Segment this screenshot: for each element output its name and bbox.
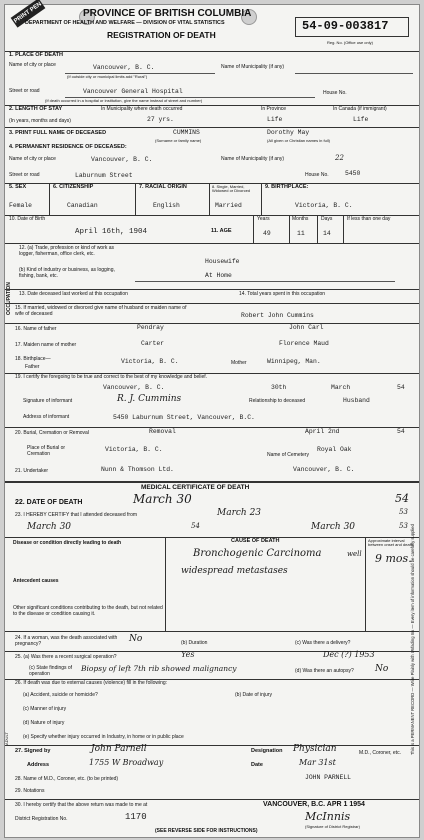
deceased-surname: CUMMINS: [173, 129, 200, 136]
residence-house-no: 5450: [345, 170, 361, 177]
delivery-label: (c) Was there a delivery?: [295, 640, 351, 646]
relationship-value: Husband: [343, 397, 370, 404]
birthplace-parents-label: 18. Birthplace—: [15, 356, 51, 362]
district-reg-label: District Registration No.: [15, 816, 68, 822]
age-years: 49: [263, 230, 271, 237]
operation-findings: Biopsy of left 7th rib showed malignancy: [81, 664, 237, 673]
cemetery-value: Royal Oak: [317, 446, 352, 453]
informant-signature: R. J. Cummins: [117, 394, 182, 404]
cemetery-label: Name of Cemetery: [267, 452, 309, 458]
immediate-cause-label: Disease or condition directly leading to death: [13, 540, 122, 546]
age-years-label: Years: [257, 216, 270, 222]
father-label: 16. Name of father: [15, 326, 57, 332]
registrar-certify-label: 30. I hereby certify that the above return was made to me at: [15, 802, 148, 808]
mother-given: Florence Maud: [279, 340, 329, 347]
registrar-signature-label: (Signature of District Registrar): [305, 824, 360, 829]
birthplace-label: 9. BIRTHPLACE:: [265, 184, 309, 190]
municipality-label: Name of Municipality (if any): [221, 64, 285, 70]
spouse-label: 15. If married, widowed or divorced give name of husband or maiden name of wife of deceased: [15, 305, 187, 317]
province-heading: PROVINCE OF BRITISH COLUMBIA: [83, 8, 252, 19]
date-of-birth: April 16th, 1904: [75, 228, 148, 236]
pregnancy-duration-label: (b) Duration: [181, 640, 208, 646]
attended-from: March 23: [217, 508, 262, 518]
citizenship-value: Canadian: [67, 202, 98, 209]
mother-label: 17. Maiden name of mother: [15, 342, 77, 348]
name-city-label: Name of city or place: [9, 62, 56, 68]
father-given: John Carl: [289, 324, 324, 331]
attended-to-year: 54: [191, 522, 200, 530]
reg-no-label: Reg. No. (Office use only): [327, 40, 373, 45]
date-of-birth-label: 10. Date of Birth: [9, 216, 46, 222]
full-name-label: 3. PRINT FULL NAME OF DECEASED: [9, 130, 107, 136]
md-name-label: 28. Name of M.D., Coroner, etc. (to be printed): [15, 776, 119, 782]
city-note: (If outside city or municipal limits add "Rural"): [67, 74, 148, 79]
street-note: (If death occurred in a hospital or institution, give the name instead of street and number): [45, 98, 203, 103]
last-worked-label: 13. Date deceased last worked at this occupation: [19, 291, 128, 297]
right-margin-note: This is a PERMANENT RECORD — Write Plainly with Unfading Ink — Every item of information should be carefully supplied: [410, 524, 415, 755]
operation-label: 25. (a) Was there a recent surgical operation?: [15, 654, 117, 660]
informant-address-label: Address of informant: [23, 414, 70, 420]
operation-date: Dec (?) 1953: [323, 650, 375, 659]
form-title: REGISTRATION OF DEATH: [107, 30, 216, 40]
burial-type: Removal: [149, 428, 176, 435]
notations-label: 29. Notations: [15, 788, 45, 794]
mother-word: Mother: [231, 360, 247, 366]
mother-surname: Carter: [141, 340, 165, 347]
age-days-label: Days: [321, 216, 333, 222]
violence-e: (e) Specify whether injury occurred in Industry, in home or in public place: [23, 734, 184, 740]
place-of-death-street: Vancouver General Hospital: [83, 88, 183, 95]
residence-municipality-note: 22: [335, 154, 344, 162]
father-word: Father: [25, 364, 40, 370]
pregnancy-value: No: [129, 634, 143, 644]
residence-municipality-label: Name of Municipality (if any): [221, 156, 285, 162]
stay-province-label: In Province: [261, 106, 287, 112]
cause-b: widespread metastases: [181, 566, 288, 576]
age-months-label: Months: [292, 216, 309, 222]
other-conditions-label: Other significant conditions contributing to the death, but not related to the disease or condition causing it.: [13, 605, 163, 617]
given-note: (All given or Christian names in full): [267, 138, 330, 143]
undertaker-label: 21. Undertaker: [15, 468, 49, 474]
informant-given-at: Vancouver, B. C.: [103, 384, 165, 391]
registration-number: 54-09-003817: [295, 17, 409, 37]
print-pen-stamp: PRINT PEN: [11, 0, 46, 28]
burial-year: 54: [397, 428, 405, 435]
pregnancy-label: 24. If a woman, was the death associated with pregnancy?: [15, 635, 118, 647]
age-label: 11. AGE: [211, 228, 232, 234]
relationship-label: Relationship to deceased: [249, 398, 306, 404]
informant-month: March: [331, 384, 351, 391]
medical-certificate-title: MEDICAL CERTIFICATE OF DEATH: [141, 484, 250, 491]
citizenship-label: 6. CITIZENSHIP: [53, 184, 94, 190]
informant-day: 30th: [271, 384, 287, 391]
industry-value: At Home: [205, 272, 232, 279]
last-saw-year: 53: [399, 522, 408, 530]
burial-place: Victoria, B. C.: [105, 446, 163, 453]
informant-signature-label: Signature of informant: [23, 398, 73, 404]
stay-canada-label: In Canada (if immigrant): [333, 106, 387, 112]
industry-label: (b) Kind of industry or business, as logging, fishing, bank, etc.: [19, 267, 115, 279]
stay-municipality: 27 yrs.: [147, 116, 174, 123]
footer-instructions: (SEE REVERSE SIDE FOR INSTRUCTIONS): [155, 828, 258, 834]
age-days: 14: [323, 230, 331, 237]
residence-street-label: Street or road: [9, 172, 40, 178]
stay-canada: Life: [353, 116, 369, 123]
cause-a: Bronchogenic Carcinoma: [193, 548, 322, 559]
age-lt-day-label: If less than one day: [347, 216, 391, 222]
cause-of-death-header: CAUSE OF DEATH: [231, 538, 280, 544]
racial-origin-label: 7. RACIAL ORIGIN: [139, 184, 187, 190]
burial-place-label: Place of Burial or Cremation: [27, 445, 66, 457]
findings-label: (c) State findings of operation: [29, 665, 73, 677]
occupation-side-label: OCCUPATION: [6, 282, 12, 315]
signed-by-label: 27. Signed by: [15, 748, 51, 754]
residence-house-label: House No.: [305, 172, 329, 178]
burial-date: April 2nd: [305, 428, 340, 435]
department-heading: DEPARTMENT OF HEALTH AND WELFARE — DIVISION OF VITAL STATISTICS: [25, 20, 225, 26]
district-reg-number: 1170: [125, 812, 147, 822]
sex-label: 5. SEX: [9, 184, 27, 190]
street-label: Street or road: [9, 88, 40, 94]
cause-a-note: well: [347, 550, 362, 558]
md-printed-name: JOHN PARNELL: [305, 774, 352, 781]
racial-origin-value: English: [153, 202, 180, 209]
date-of-death-year: 54: [395, 492, 409, 505]
residence-city: Vancouver, B. C.: [91, 156, 153, 163]
md-label: M.D., Coroner, etc.: [359, 750, 401, 756]
violence-c: (c) Manner of injury: [23, 706, 67, 712]
residence-street: Laburnum Street: [75, 172, 133, 179]
autopsy-label: (d) Was there an autopsy?: [295, 668, 354, 674]
informant-certify-label: 19. I certify the foregoing to be true and correct to the best of my knowledge and belief.: [15, 374, 208, 380]
informant-address: 5450 Laburnum Street, Vancouver, B.C.: [113, 414, 255, 421]
left-margin-note: ADULT: [4, 732, 9, 745]
deceased-given-names: Dorothy May: [267, 129, 310, 136]
autopsy-value: No: [375, 664, 389, 674]
stay-municipality-label: In Municipality where death occurred: [101, 106, 183, 112]
trade-label: 12. (a) Trade, profession or kind of work as logger, fisherman, office clerk, etc.: [19, 245, 115, 257]
birthplace-value: Victoria, B. C.: [295, 202, 353, 209]
physician-address-label: Address: [27, 762, 50, 768]
attended-to: March 30: [27, 522, 72, 532]
total-years-label: 14. Total years spent in this occupation: [239, 291, 326, 297]
informant-year: 54: [397, 384, 405, 391]
father-birthplace: Victoria, B. C.: [121, 358, 179, 365]
residence-label: 4. PERMANENT RESIDENCE OF DECEASED:: [9, 144, 127, 150]
attended-label: 23. I HEREBY CERTIFY that I attended deceased from: [15, 512, 138, 518]
father-surname: Pendray: [137, 324, 164, 331]
registrar-signature: McInnis: [305, 810, 351, 823]
death-certificate: [4, 1, 420, 838]
marital-value: Married: [215, 202, 242, 209]
cause-interval: 9 mos.: [375, 552, 412, 565]
marital-label: 8. Single, Married, Widowed or Divorced: [212, 184, 251, 193]
designation-value: Physician: [293, 744, 337, 754]
violence-label: 26. If death was due to external causes (violence) fill in the following:: [15, 680, 168, 686]
violence-a: (a) Accident, suicide or homicide?: [23, 692, 98, 698]
signature-date-label: Date: [251, 762, 263, 768]
attended-from-year: 53: [399, 508, 408, 516]
violence-d: (d) Nature of injury: [23, 720, 65, 726]
spouse-name: Robert John Cummins: [241, 312, 314, 319]
signature-date: Mar 31st: [299, 758, 336, 767]
registrar-place-date: VANCOUVER, B.C. APR 1 1954: [263, 801, 365, 808]
physician-address: 1755 W Broadway: [89, 758, 164, 767]
antecedent-label: Antecedent causes: [13, 578, 59, 584]
house-no-label: House No.: [323, 90, 347, 96]
interval-header: Approximate interval between onset and death: [368, 538, 413, 548]
date-of-death: March 30: [133, 492, 192, 506]
residence-city-label: Name of city or place: [9, 156, 56, 162]
age-months: 11: [297, 230, 305, 237]
surname-note: (Surname or family name): [155, 138, 202, 143]
operation-value: Yes: [181, 650, 195, 659]
place-of-death-city: Vancouver, B. C.: [93, 64, 155, 71]
place-of-death-label: 1. PLACE OF DEATH: [9, 52, 63, 58]
last-saw-alive: March 30: [311, 522, 356, 532]
sex-value: Female: [9, 202, 33, 209]
stay-province: Life: [267, 116, 283, 123]
date-of-death-label: 22. DATE OF DEATH: [15, 499, 83, 506]
undertaker-address: Vancouver, B. C.: [293, 466, 355, 473]
physician-signature: John Parnell: [91, 744, 147, 754]
undertaker-name: Nunn & Thomson Ltd.: [101, 466, 174, 473]
burial-label: 20. Burial, Cremation or Removal: [15, 430, 89, 436]
stay-sub-label: (In years, months and days): [9, 118, 71, 124]
designation-label: Designation: [251, 748, 283, 754]
mother-birthplace: Winnipeg, Man.: [267, 358, 321, 365]
length-of-stay-label: 2. LENGTH OF STAY: [9, 106, 63, 112]
violence-b: (b) Date of injury: [235, 692, 272, 698]
trade-value: Housewife: [205, 258, 240, 265]
